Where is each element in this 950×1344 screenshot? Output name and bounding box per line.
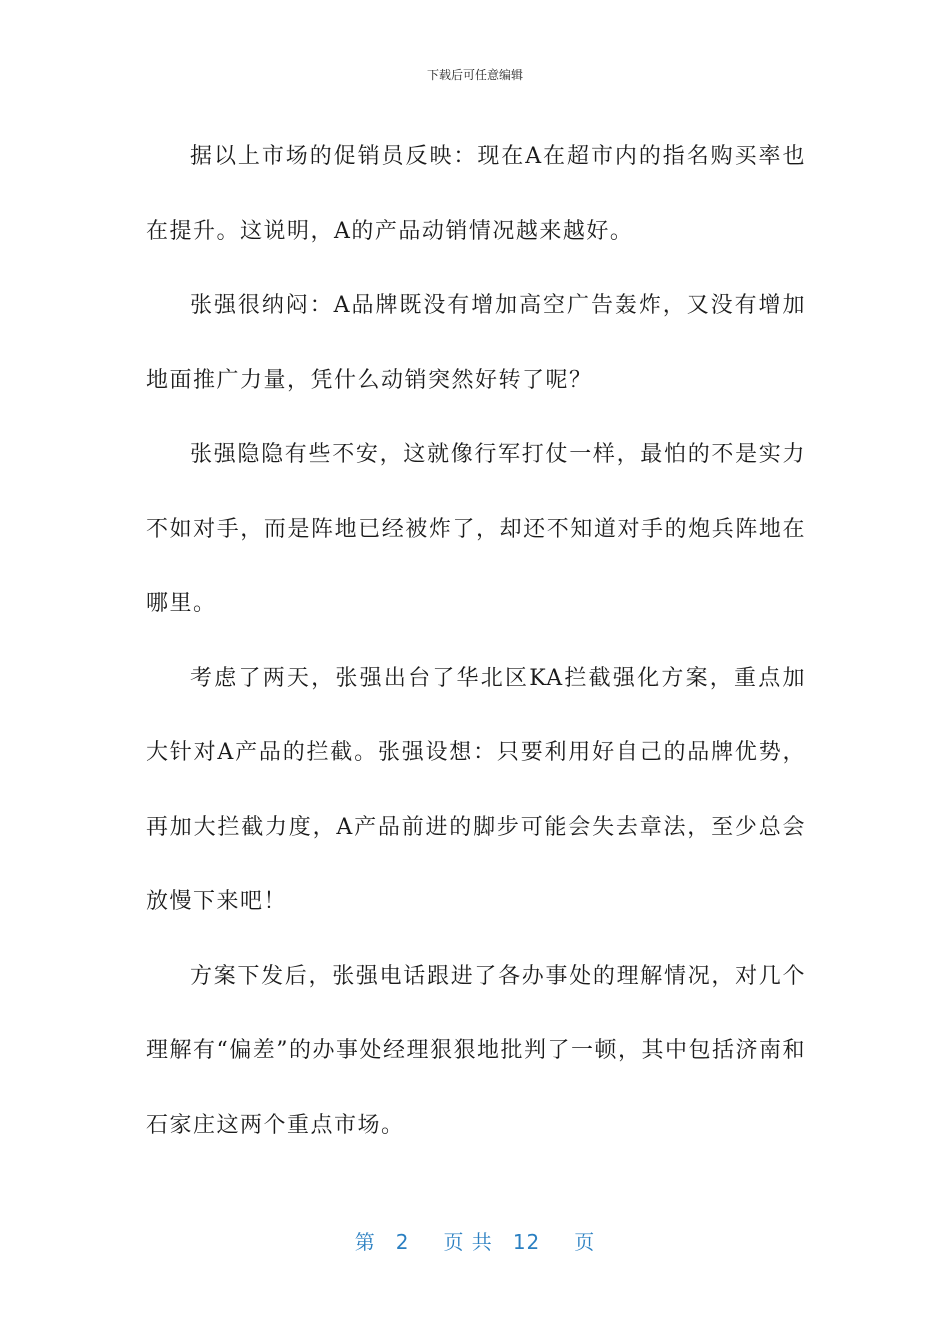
paragraph-5: 方案下发后，张强电话跟进了各办事处的理解情况，对几个理解有“偏差”的办事处经理狠狠地批判了一顿，其中包括济南和石家庄这两个重点市场。 <box>146 963 806 1138</box>
footer-current-page: 2 <box>395 1230 410 1254</box>
page-header: 下载后可任意编辑 <box>426 68 523 82</box>
document-body <box>146 120 806 1163</box>
footer-middle: 页 共 <box>443 1230 493 1254</box>
paragraph-2: 张强很纳闷：A品牌既没有增加高空广告轰炸，又没有增加地面推广力量，凭什么动销突然好转了呢？ <box>146 293 806 393</box>
page-footer <box>0 1226 950 1255</box>
paragraph-4: 考虑了两天，张强出台了华北区KA拦截强化方案，重点加大针对A产品的拦截。张强设想：只要利用好自己的品牌优势，再加大拦截力度，A产品前进的脚步可能会失去章法，至少总会放慢下来吧！ <box>146 665 806 914</box>
footer-suffix: 页 <box>574 1230 596 1254</box>
footer-prefix: 第 <box>354 1230 376 1254</box>
paragraph-1: 据以上市场的促销员反映：现在A在超市内的指名购买率也在提升。这说明，A的产品动销情况越来越好。 <box>146 144 806 244</box>
footer-total-pages: 12 <box>512 1230 541 1254</box>
paragraph-3: 张强隐隐有些不安，这就像行军打仗一样，最怕的不是实力不如对手，而是阵地已经被炸了，却还不知道对手的炮兵阵地在哪里。 <box>146 442 806 616</box>
